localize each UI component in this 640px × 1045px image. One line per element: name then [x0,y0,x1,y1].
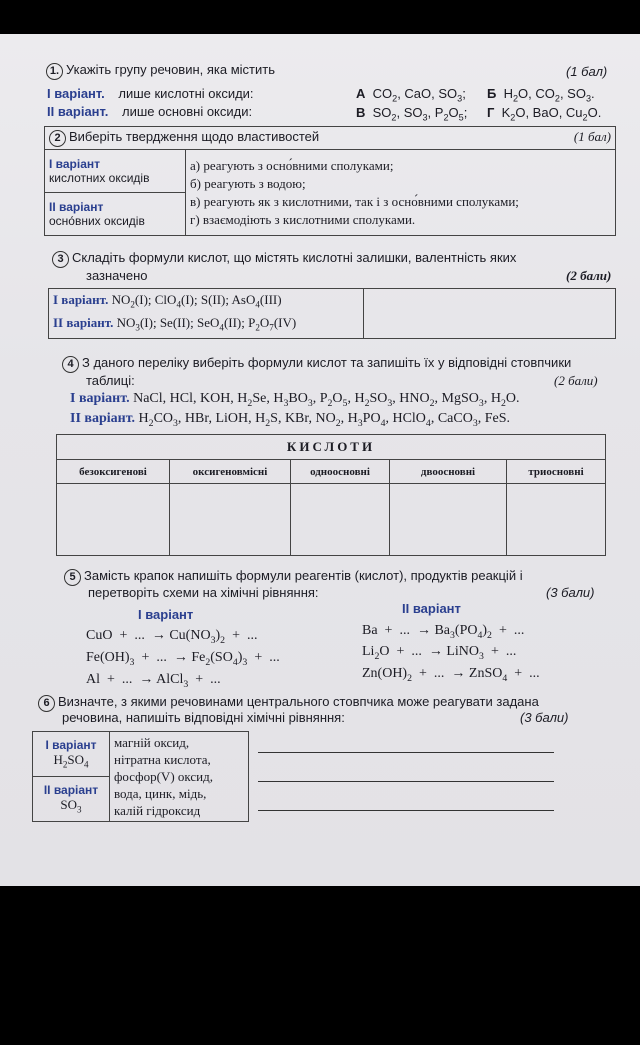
q6-answer-line[interactable] [258,752,554,753]
q5-v1-eq3: Al + ... → AlCl$_3$ + ... [86,672,221,690]
q4-number: 4 [62,356,79,373]
q6-number: 6 [38,695,55,712]
q4-title: 4 З даного переліку виберіть формули кислот та запишіть їх у відповідні стовпчики [62,355,571,373]
q1-option-v: В $SO_2$, $SO_3$, $P_2O_5$; [356,105,468,123]
q2-variant1-cell: І варіант кислотних оксидів [45,150,186,193]
q5-v2-eq2: $Li_2O$ + ... → LiNO$_3$ + ... [362,644,517,662]
q2-number: 2 [49,130,66,147]
q6-variant2-cell: ІІ варіант $SO_3$ [33,777,110,822]
q3-answer-cell[interactable] [364,289,616,339]
q4-table-title: КИСЛОТИ [57,435,606,460]
q5-title: 5 Замість крапок напишіть формули реагентів (кислот), продуктів реакцій і [64,568,523,586]
q6-answer-area[interactable] [249,732,567,822]
q1-option-a: А $CO_2$, CaO, $SO_3$; [356,86,466,104]
q3-title: 3 Складіть формули кислот, що містять кислотні залишки, валентність яких [52,250,516,268]
q4-title-line2: таблиці: [86,373,135,388]
q4-col-dibasic: двоосновні [390,460,507,484]
q6-points: (3 бали) [520,710,569,725]
q6-variant1-cell: І варіант $H_2SO_4$ [33,732,110,777]
q1-option-g: Г $K_2O$, BaO, $Cu_2O$. [487,105,602,123]
q5-variant2-header: ІІ варіант [402,601,461,616]
q3-number: 3 [52,251,69,268]
q4-points: (2 бали) [554,373,598,388]
q3-variant1-formulas: І варіант. $NO_2(I)$; ClO$_4$(I); S(II); AsO$_4$(III) [53,292,282,310]
q6-answer-line[interactable] [258,810,554,811]
q2-statements: а) реагують з осно́вними сполуками; б) реагують з водою; в) реагують як з кислотними, так і з осно́вними сполуками; г) взаємодіють з кислотними сполуками. [186,150,616,236]
q4-variant2-list: ІІ варіант. $H_2CO_3$, HBr, LiOH, $H_2S$, KBr, $NO_2$, $H_3PO_4$, HClO$_4$, CaCO$_3$, FeS. [70,411,511,429]
q6-answer-line[interactable] [258,781,554,782]
q4-answer-cell[interactable] [390,484,507,556]
q1-variant1: І варіант. лише кислотні оксиди: [47,86,254,101]
q2-header: 2 Виберіть твердження щодо властивостей (1 бал) [45,127,616,150]
q5-v2-eq1: Ba + ... → $Ba_3(PO_4)_2$ + ... [362,623,525,641]
q4-col-oxygen-containing: оксигеновмісні [170,460,291,484]
q3-variant2-formulas: ІІ варіант. $NO_3(I)$; Se(II); SeO$_4$(II); $P_2O_7(IV)$ [53,314,297,333]
q4-acids-table [56,434,606,556]
q3-formulas-cell [49,289,364,339]
q5-v2-eq3: $Zn(OH)_2$ + ... → ZnSO$_4$ + ... [362,666,540,684]
q3-table [48,288,616,339]
q4-col-tribasic: триосновні [507,460,606,484]
q6-reagents: магній оксид, нітратна кислота, фосфор(V) оксид, вода, цинк, мідь, калій гідроксид [110,732,249,822]
q6-table [32,731,566,822]
q2-variant2-cell: ІІ варіант осно́вних оксидів [45,193,186,236]
q6-title-line2: речовина, напишіть відповідні хімічні рівняння: [62,710,345,725]
q1-option-b: Б $H_2O$, $CO_2$, $SO_3$. [487,86,595,104]
q4-variant1-list: І варіант. NaCl, HCl, KOH, $H_2Se$, $H_3BO_3$, $P_2O_5$, $H_2SO_3$, $HNO_2$, MgSO$_3$, $H_2O$. [70,391,520,409]
q5-title-line2: перетворіть схеми на хімічні рівняння: [88,585,319,600]
q2-table [44,126,616,236]
q4-answer-cell[interactable] [57,484,170,556]
worksheet-page [0,34,640,886]
q6-title: 6 Визначте, з якими речовинами центрального стовпчика може реагувати задана [38,694,539,712]
q5-variant1-header: І варіант [138,607,194,622]
q5-points: (3 бали) [546,585,595,600]
q4-answer-cell[interactable] [291,484,390,556]
q5-number: 5 [64,569,81,586]
q4-col-oxygen-free: безоксигенові [57,460,170,484]
q1-points: (1 бал) [566,64,608,79]
q4-col-monobasic: одноосновні [291,460,390,484]
q1-title: 1. Укажіть групу речовин, яка містить [46,62,275,80]
q1-number: 1. [46,63,63,80]
q4-answer-cell[interactable] [170,484,291,556]
q1-variant2: ІІ варіант. лише основні оксиди: [47,104,253,119]
q4-answer-cell[interactable] [507,484,606,556]
q3-points: (2 бали) [566,268,612,283]
q3-title-line2: зазначено [86,268,148,283]
q5-v1-eq1: CuO + ... → $Cu(NO_3)_2$ + ... [86,628,258,646]
q5-v1-eq2: $Fe(OH)_3$ + ... → $Fe_2(SO_4)_3$ + ... [86,650,280,668]
